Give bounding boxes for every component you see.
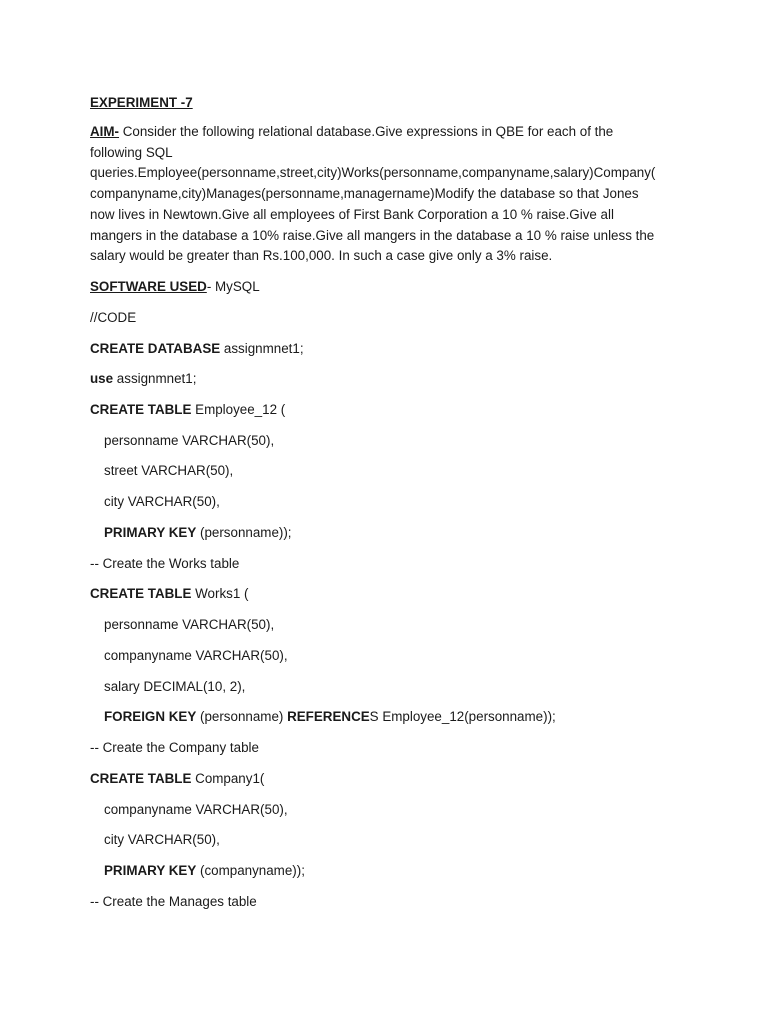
aim-line-7: salary would be greater than Rs.100,000. In such a case give only a 3% raise. xyxy=(90,248,553,264)
code-line-9 xyxy=(90,584,248,604)
software-used xyxy=(90,277,260,297)
sql-keyword: CREATE TABLE xyxy=(90,771,192,786)
code-line-4: personname VARCHAR(50), xyxy=(104,433,275,448)
sql-text: S Employee_12(personname)); xyxy=(369,709,556,724)
sql-text: Works1 ( xyxy=(191,586,249,601)
code-line-2 xyxy=(90,369,196,389)
sql-keyword: PRIMARY KEY xyxy=(104,863,197,878)
sql-text: assignmnet1; xyxy=(220,341,304,356)
aim-line-5: now lives in Newtown.Give all employees of First Bank Corporation a 10 % raise.Give all xyxy=(90,206,614,222)
sql-keyword: CREATE TABLE xyxy=(90,586,192,601)
sql-keyword: CREATE DATABASE xyxy=(90,341,221,356)
code-line-11: companyname VARCHAR(50), xyxy=(104,648,288,663)
code-line-16: companyname VARCHAR(50), xyxy=(104,802,288,817)
experiment-title: EXPERIMENT -7 xyxy=(90,95,193,110)
code-line-5: street VARCHAR(50), xyxy=(104,463,234,478)
sql-text: (personname) xyxy=(196,709,288,724)
code-line-19: -- Create the Manages table xyxy=(90,894,257,909)
code-line-12: salary DECIMAL(10, 2), xyxy=(104,679,246,694)
software-value: - MySQL xyxy=(206,279,260,294)
code-line-6: city VARCHAR(50), xyxy=(104,494,220,509)
sql-keyword: REFERENCE xyxy=(287,709,370,724)
code-line-17: city VARCHAR(50), xyxy=(104,832,220,847)
sql-keyword: CREATE TABLE xyxy=(90,402,192,417)
sql-text: assignmnet1; xyxy=(113,371,197,386)
sql-text: (personname)); xyxy=(196,525,292,540)
aim-line-3: queries.Employee(personname,street,city)Works(personname,companyname,salary)Company( xyxy=(90,165,656,181)
code-line-8: -- Create the Works table xyxy=(90,556,240,571)
sql-text: Company1( xyxy=(191,771,265,786)
code-comment: //CODE xyxy=(90,310,137,325)
code-line-7 xyxy=(104,523,292,543)
code-line-14: -- Create the Company table xyxy=(90,740,259,755)
aim-label: AIM- xyxy=(90,124,120,139)
code-line-15 xyxy=(90,769,264,789)
code-line-13 xyxy=(104,707,556,727)
sql-keyword: PRIMARY KEY xyxy=(104,525,197,540)
aim-line-6: mangers in the database a 10% raise.Give all mangers in the database a 10 % raise unless the xyxy=(90,227,655,243)
code-line-18 xyxy=(104,861,305,881)
aim-line-4: companyname,city)Manages(personname,managername)Modify the database so that Jones xyxy=(90,186,639,202)
sql-text: Employee_12 ( xyxy=(191,402,286,417)
sql-keyword: use xyxy=(90,371,114,386)
code-line-3 xyxy=(90,400,285,420)
code-line-10: personname VARCHAR(50), xyxy=(104,617,275,632)
aim-paragraph xyxy=(90,122,690,267)
sql-text: (companyname)); xyxy=(196,863,305,878)
aim-line-1: Consider the following relational database.Give expressions in QBE for each of the xyxy=(119,124,614,139)
aim-line-2: following SQL xyxy=(90,144,173,160)
software-label: SOFTWARE USED xyxy=(90,279,207,294)
sql-keyword: FOREIGN KEY xyxy=(104,709,197,724)
code-line-1 xyxy=(90,339,304,359)
